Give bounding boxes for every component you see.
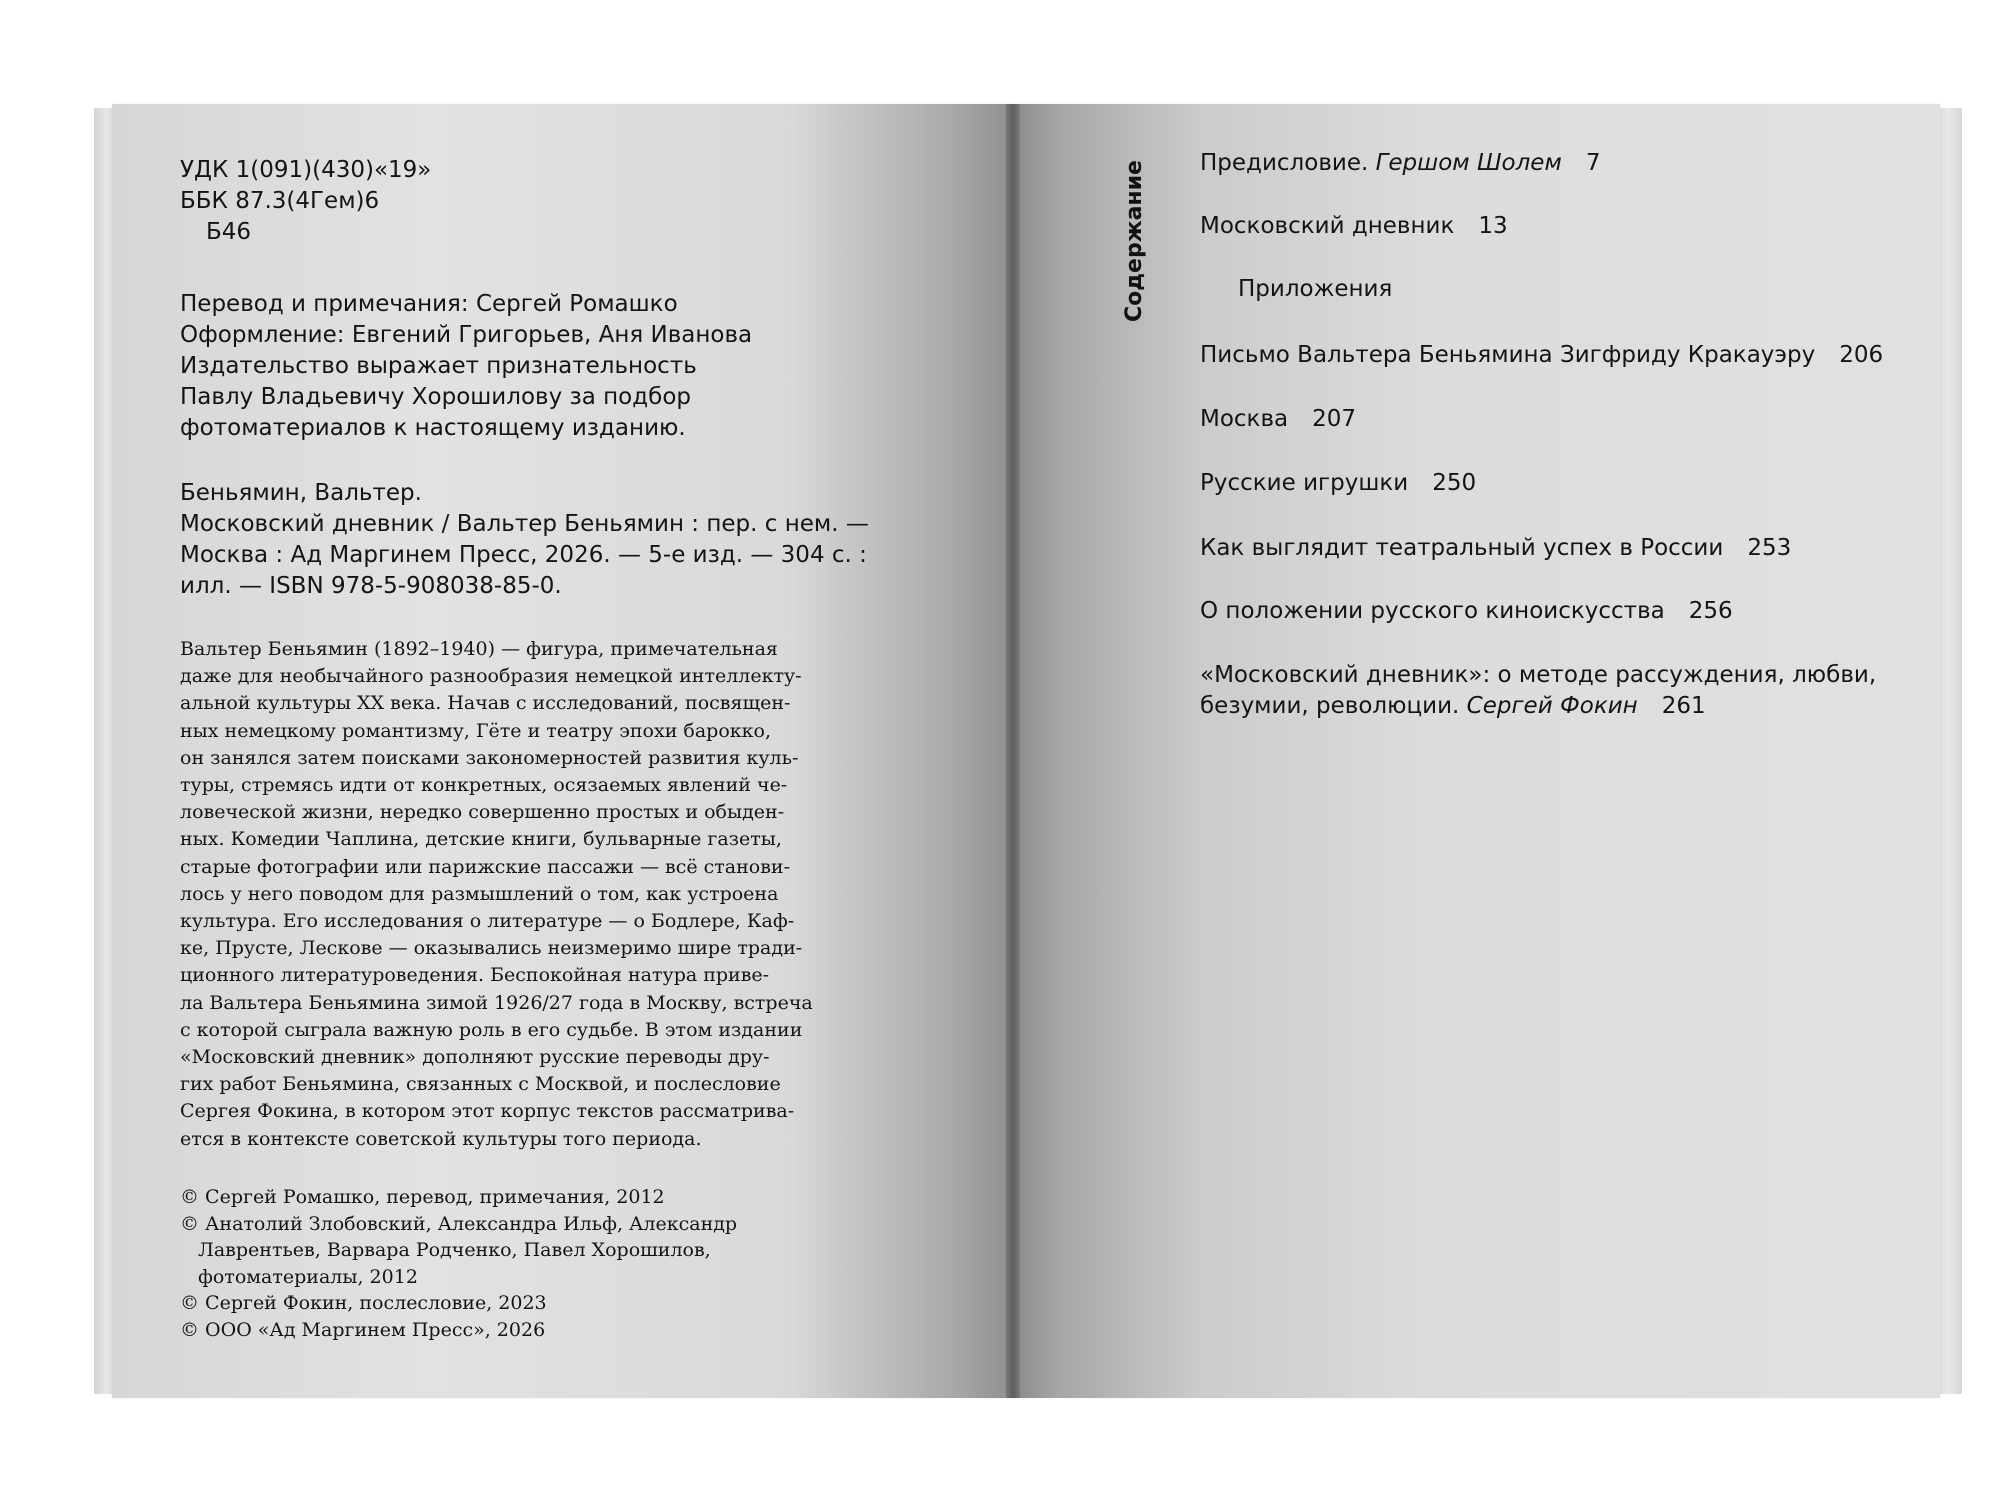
annotation-line: альной культуры XX века. Начав с исследований, посвящен- [180, 692, 791, 715]
toc-entry [1200, 596, 1733, 627]
toc-entry-page: 253 [1747, 535, 1792, 561]
copyright-line: фотоматериалы, 2012 [198, 1265, 418, 1288]
bbk-code: ББК 87.3(4Гем)6 [180, 188, 380, 214]
annotation-line: гих работ Беньямина, связанных с Москвой, и послесловие [180, 1073, 781, 1096]
copyright-line: © Сергей Фокин, послесловие, 2023 [180, 1292, 547, 1314]
annotation-line: ке, Прусте, Лескове — оказывались неизмеримо шире тради- [180, 937, 803, 960]
catalog-line: Московский дневник / Вальтер Беньямин : пер. с нем. — [180, 511, 869, 537]
toc-entry [1200, 533, 1791, 564]
copyright-line: Лаврентьев, Варвара Родченко, Павел Хорошилов, [198, 1239, 711, 1261]
credits-line: Павлу Владьевичу Хорошилову за подбор [180, 384, 692, 410]
credits-line: Оформление: Евгений Григорьев, Аня Иванова [180, 322, 753, 348]
catalog-line: илл. — ISBN 978-5-908038-85-0. [180, 573, 562, 599]
toc-entry [1200, 404, 1356, 435]
annotation-line: старые фотографии или парижские пассажи — всё станови- [180, 855, 790, 878]
toc-entry-author: Гершом Шолем [1375, 150, 1562, 176]
annotation-line: даже для необычайного разнообразия немецкой интеллекту- [180, 665, 802, 688]
classification-codes [180, 155, 431, 248]
copyright-block [180, 1184, 737, 1343]
annotation-line: Сергея Фокина, в котором этот корпус текстов рассматрива- [180, 1100, 795, 1123]
toc-entry-title: О положении русского киноискусства [1200, 598, 1665, 624]
toc-entry-title: Московский дневник [1200, 213, 1455, 239]
book-gutter [1006, 104, 1020, 1398]
copyright-line: © Анатолий Злобовский, Александра Ильф, Александр [180, 1212, 738, 1235]
annotation-line: с которой сыграла важную роль в его судьбе. В этом издании [180, 1018, 803, 1041]
annotation-text [180, 636, 830, 1153]
toc-entry-title: Русские игрушки [1200, 470, 1409, 496]
toc-entry-title: «Московский дневник»: о методе рассуждения, любви, [1200, 662, 1877, 688]
toc-entry-title: Письмо Вальтера Беньямина Зигфриду Кракауэру [1200, 342, 1816, 368]
toc-entry-page: 7 [1585, 150, 1601, 176]
toc-entry-author: Сергей Фокин [1466, 693, 1638, 719]
toc-section-label [1238, 274, 1392, 305]
right-page [1012, 104, 1940, 1398]
catalog-line: Москва : Ад Маргинем Пресс, 2026. — 5-е изд. — 304 с. : [180, 542, 867, 568]
toc-entry [1200, 468, 1476, 499]
annotation-line: ла Вальтера Беньямина зимой 1926/27 года в Москву, встреча [180, 991, 813, 1014]
toc-entry-title: Как выглядит театральный успех в России [1200, 535, 1724, 561]
annotation-line: ловеческой жизни, нередко совершенно простых и обыден- [180, 801, 785, 824]
credits-line: фотоматериалов к настоящему изданию. [180, 415, 686, 441]
toc-entry-page: 250 [1432, 470, 1477, 496]
toc-entry [1200, 211, 1508, 242]
credits-line: Издательство выражает признательность [180, 353, 697, 379]
annotation-line: «Московский дневник» дополняют русские переводы дру- [180, 1046, 770, 1069]
annotation-line: он занялся затем поисками закономерностей развития куль- [180, 746, 799, 769]
toc-entry-page: 13 [1478, 213, 1508, 239]
annotation-line: лось у него поводом для размышлений о том, как устроена [180, 882, 779, 905]
toc-entry-page: 256 [1688, 598, 1733, 624]
catalog-entry [180, 478, 869, 602]
udk-code: УДК 1(091)(430)«19» [180, 157, 432, 183]
credits-line: Перевод и примечания: Сергей Ромашко [180, 291, 678, 317]
annotation-line: культура. Его исследования о литературе — о Бодлере, Каф- [180, 910, 795, 933]
copyright-line: © ООО «Ад Маргинем Пресс», 2026 [180, 1318, 546, 1341]
credits-block [180, 289, 820, 444]
toc-entry-title: Предисловие. [1200, 150, 1376, 176]
annotation-line: ных. Комедии Чаплина, детские книги, бульварные газеты, [180, 828, 782, 851]
contents-heading: Содержание [1122, 160, 1147, 322]
toc-entry-page: 207 [1312, 406, 1357, 432]
copyright-line: © Сергей Ромашко, перевод, примечания, 2012 [180, 1186, 665, 1208]
toc-entry-page: 261 [1661, 693, 1706, 719]
toc-entry-page: 206 [1839, 342, 1884, 368]
toc-entry [1200, 660, 1876, 722]
toc-entry-title: Приложения [1238, 276, 1393, 302]
annotation-line: туры, стремясь идти от конкретных, осязаемых явлений че- [180, 774, 788, 797]
annotation-line: ционного литературоведения. Беспокойная натура приве- [180, 964, 770, 987]
catalog-line: Беньямин, Вальтер. [180, 480, 422, 506]
toc-entry [1200, 340, 1883, 371]
annotation-line: Вальтер Беньямин (1892–1940) — фигура, примечательная [180, 638, 778, 660]
toc-entry [1200, 148, 1600, 179]
annotation-line: ных немецкому романтизму, Гёте и театру эпохи барокко, [180, 719, 772, 742]
toc-entry-title-continued: безумии, революции. [1200, 693, 1467, 719]
author-mark: Б46 [206, 219, 252, 245]
toc-entry-title: Москва [1200, 406, 1289, 432]
annotation-line: ется в контексте советской культуры того периода. [180, 1127, 702, 1150]
